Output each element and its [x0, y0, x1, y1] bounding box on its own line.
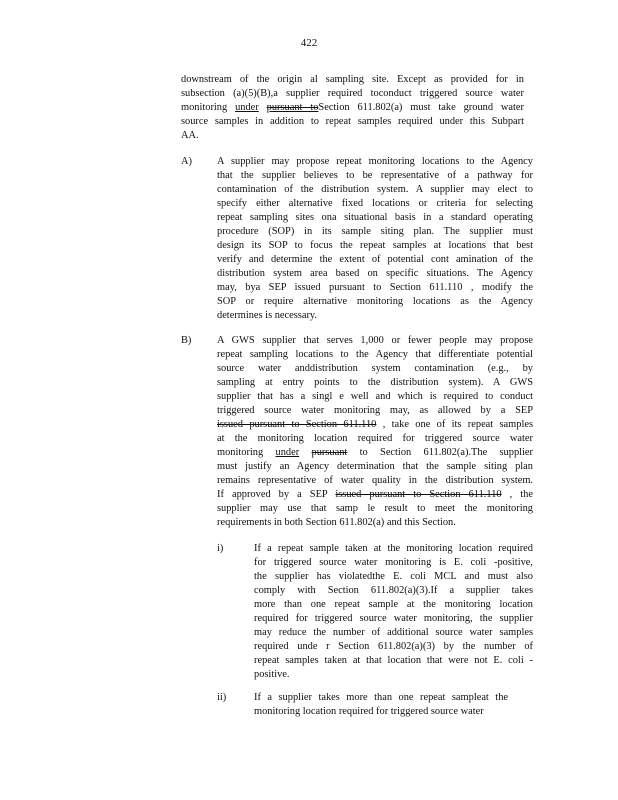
text-line: design its SOP to focus the repeat samples at locations that best [217, 240, 533, 251]
text-line: remains representative of water quality in the distribution system. [217, 475, 533, 486]
item-i-paragraph [254, 542, 533, 682]
text-line: source samples in addition to repeat samples required under this Subpart [181, 116, 524, 127]
text-line: repeat samples taken at that location that were not E. coli - [254, 655, 533, 666]
text-line: sampling at entry points to the distribution system). A GWS [217, 377, 533, 388]
text-line: downstream of the origin al sampling site. Except as provided for in [181, 74, 524, 85]
text-line: distribution system area based on specific situations. The Agency [217, 268, 533, 279]
text-line: If approved by a SEP issued pursuant to Section 611.110 , the [217, 489, 533, 500]
text-line: specify either alternative fixed locations or criteria for selecting [217, 198, 533, 209]
text-line: required unde r Section 611.802(a)(3) by the number of [254, 641, 533, 652]
intro-paragraph [181, 73, 524, 143]
item-ii-label: ii) [217, 692, 227, 703]
text-line: source water anddistribution system contamination (e.g., by [217, 363, 533, 374]
text-line: for triggered source water monitoring is E. coli -positive, [254, 557, 533, 568]
text-line: monitoring under pursuant to Section 611.802(a).The supplier [217, 447, 533, 458]
text-line: at the monitoring location required for triggered source water [217, 433, 533, 444]
text-line: AA. [181, 130, 199, 141]
text-line: the supplier has violatedthe E. coli MCL and must also [254, 571, 533, 582]
text-line: procedure (SOP) in its sample siting plan. The supplier must [217, 226, 533, 237]
item-b-label: B) [181, 335, 192, 346]
text-line: monitoring location required for triggered source water [254, 706, 484, 717]
item-ii-paragraph [254, 691, 508, 719]
text-line: supplier that has a singl e well and which is required to conduct [217, 391, 533, 402]
text-line: supplier may use that samp le result to meet the monitoring [217, 503, 533, 514]
text-line: verify and determine the extent of potential cont amination of the [217, 254, 533, 265]
text-line: may, bya SEP issued pursuant to Section 611.110 , modify the [217, 282, 533, 293]
item-b-paragraph [217, 334, 533, 530]
text-line: A GWS supplier that serves 1,000 or fewer people may propose [217, 335, 533, 346]
text-line: positive. [254, 669, 290, 680]
text-line: requirements in both Section 611.802(a) and this Section. [217, 517, 456, 528]
text-line: more than one repeat sample at the monitoring location [254, 599, 533, 610]
text-line: If a supplier takes more than one repeat sampleat the [254, 692, 508, 703]
item-i-label: i) [217, 543, 224, 554]
text-line: must justify an Agency determination that the sample siting plan [217, 461, 533, 472]
text-line: triggered source water monitoring may, as allowed by a SEP [217, 405, 533, 416]
text-line: repeat sampling sites ona situational basis in a standard operating [217, 212, 533, 223]
text-line: A supplier may propose repeat monitoring locations to the Agency [217, 156, 533, 167]
text-line: issued pursuant to Section 611.110 , take one of its repeat samples [217, 419, 533, 430]
text-line: SOP or require alternative monitoring locations as the Agency [217, 296, 533, 307]
text-line: subsection (a)(5)(B),a supplier required toconduct triggered source water [181, 88, 524, 99]
text-line: contamination of the distribution system. A supplier may elect to [217, 184, 533, 195]
item-a-paragraph [217, 155, 533, 323]
text-line: If a repeat sample taken at the monitoring location required [254, 543, 533, 554]
text-line: monitoring under pursuant toSection 611.802(a) must take ground water [181, 102, 524, 113]
text-line: repeat sampling locations to the Agency that differentiate potential [217, 349, 533, 360]
text-line: comply with Section 611.802(a)(3).If a supplier takes [254, 585, 533, 596]
text-line: required for triggered source water monitoring, the supplier [254, 613, 533, 624]
page-number: 422 [300, 37, 318, 49]
text-line: may reduce the number of additional source water samples [254, 627, 533, 638]
item-a-label: A) [181, 156, 192, 167]
text-line: determines is necessary. [217, 310, 318, 321]
text-line: that the supplier believes to be representative of a pathway for [217, 170, 533, 181]
